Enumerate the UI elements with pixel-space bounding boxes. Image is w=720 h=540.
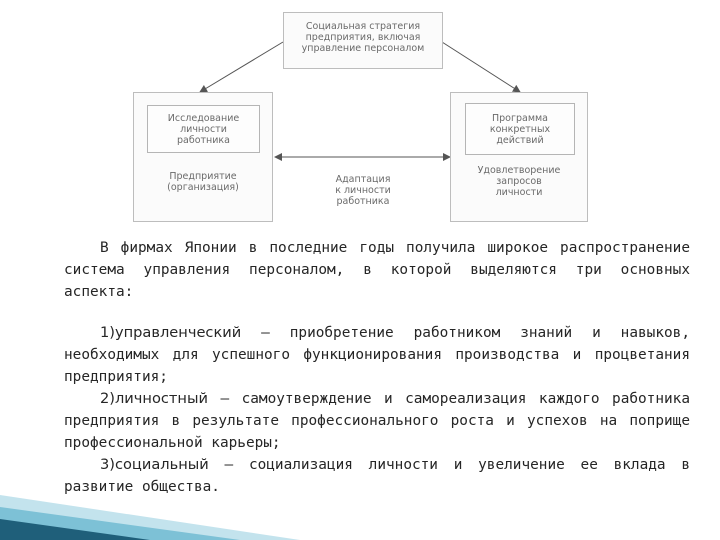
- corner-decoration: [0, 445, 300, 540]
- left-inner-box: [147, 105, 260, 153]
- right-inner-text: Программа конкретных действий: [489, 113, 551, 146]
- aspect-description: — приобретение работником знаний и навыков, необходимых для успешного функционирования производства и процветания предприятия;: [64, 325, 690, 385]
- top-box: [283, 12, 443, 69]
- strategy-diagram: [0, 0, 720, 230]
- right-box: [450, 92, 588, 222]
- center-label: Адаптация к личности работника: [335, 174, 391, 207]
- aspect-number: 2): [100, 390, 115, 407]
- aspect-description: — самоутверждение и самореализация каждого работника предприятия в результате профессионального роста и успехов на поприще профессиональной карьеры;: [64, 391, 690, 451]
- aspect-description: — социализация личности и увеличение ее вклада в развитие общества.: [64, 457, 690, 495]
- aspect-number: 1): [100, 324, 115, 341]
- left-box: [133, 92, 273, 222]
- aspect-item-1: [64, 322, 690, 388]
- aspect-term: управленческий: [114, 324, 242, 341]
- aspect-term: социальный: [114, 456, 209, 473]
- arrow-top-to-left: [200, 42, 283, 92]
- top-box-text: Социальная стратегия предприятия, включая управление персоналом: [301, 21, 425, 54]
- left-inner-text: Исследование личности работника: [167, 113, 240, 146]
- arrow-top-to-right: [442, 42, 520, 92]
- aspect-number: 3): [100, 456, 115, 473]
- right-inner-box: [465, 103, 575, 155]
- right-bottom-text: Удовлетворение запросов личности: [477, 165, 561, 198]
- left-bottom-text: Предприятие (организация): [167, 171, 239, 193]
- aspect-term: личностный: [114, 390, 208, 407]
- intro-paragraph: В фирмах Японии в последние годы получила широкое распространение система управления персоналом, в которой выделяются три основных аспекта:: [64, 240, 690, 300]
